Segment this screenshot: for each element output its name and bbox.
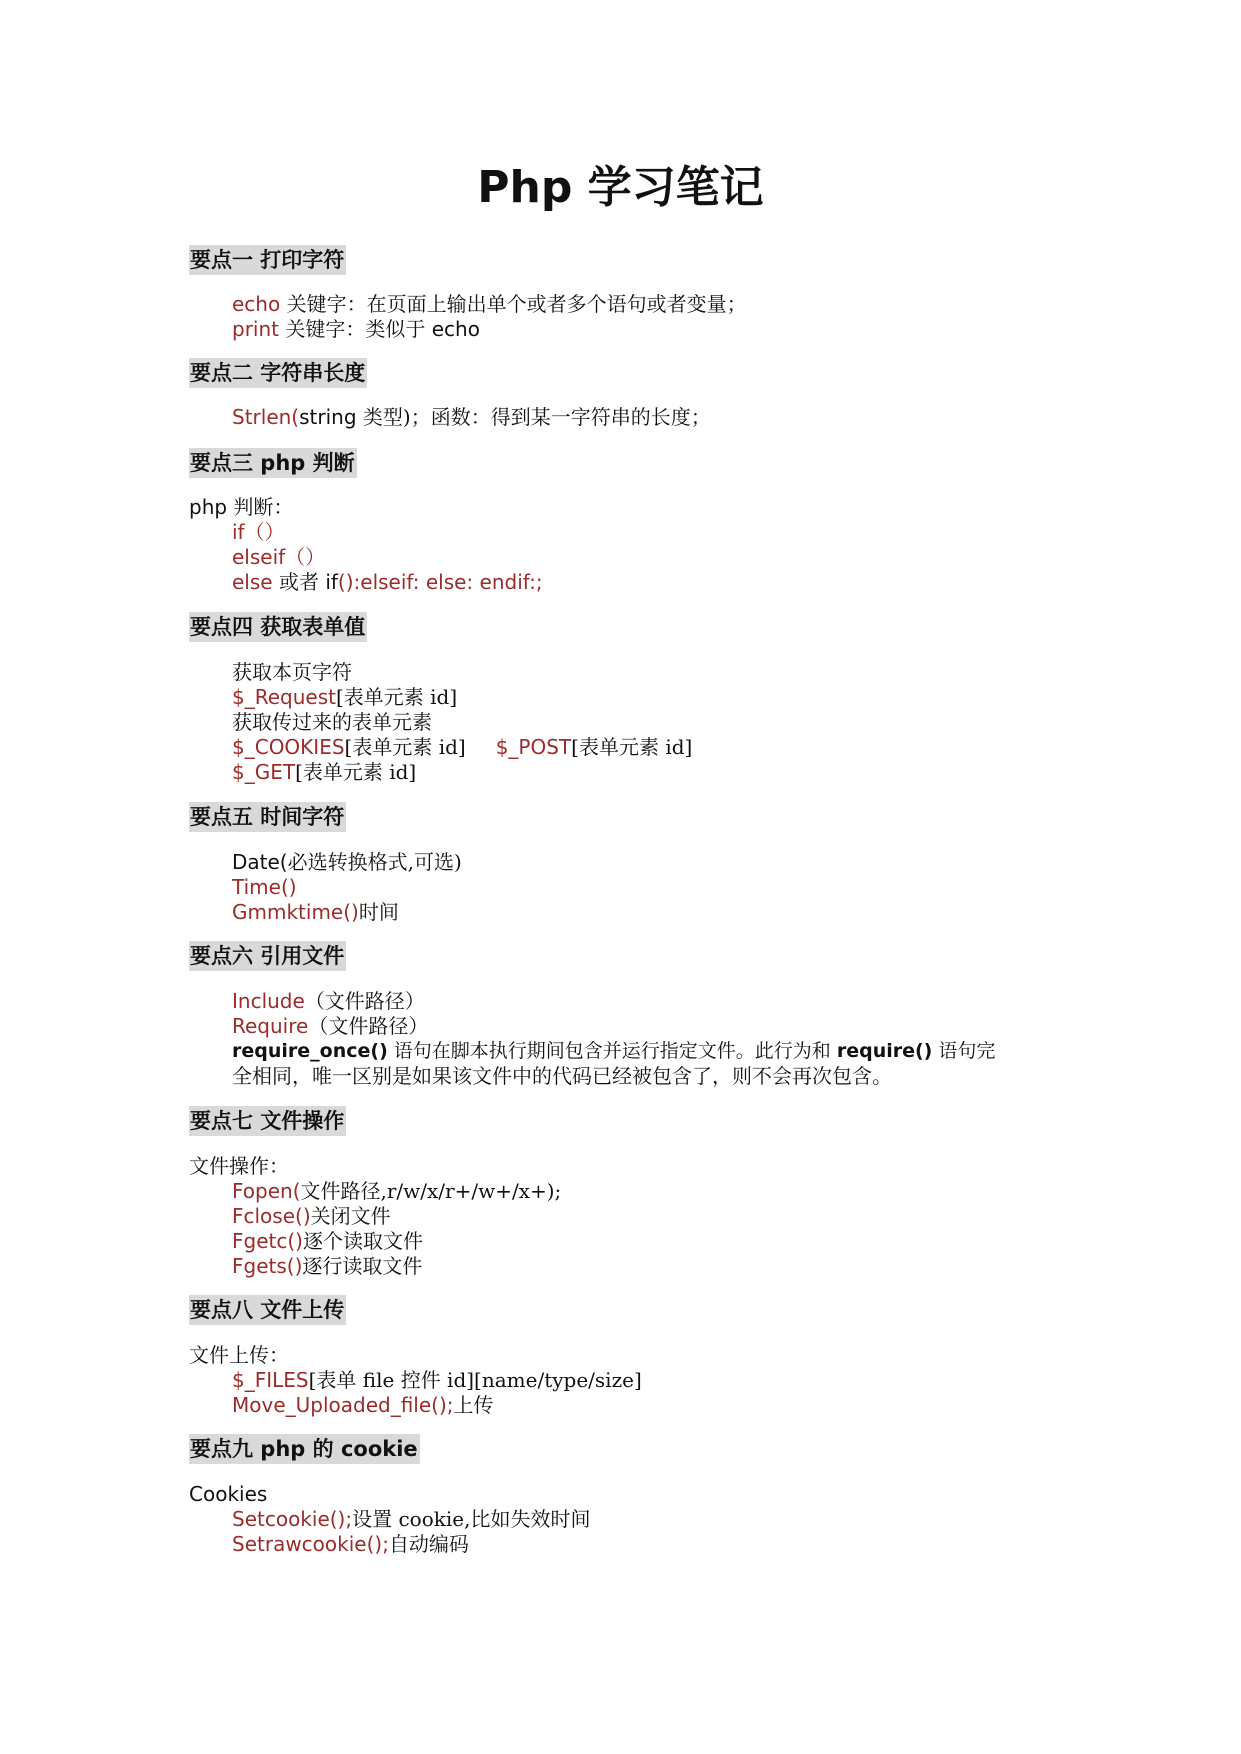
code-keyword: Require [232, 1014, 309, 1038]
line-text: （文件路径） [308, 1014, 429, 1038]
line-fclose [232, 1204, 391, 1229]
line-fopen [232, 1179, 561, 1204]
line-text: 上传 [453, 1393, 494, 1417]
line-text-en: string [299, 405, 357, 429]
code-keyword: Fopen( [232, 1179, 301, 1203]
line-require [232, 1014, 428, 1039]
line-get [232, 760, 416, 785]
line-text: [表单 file 控件 id][name/type/size] [308, 1368, 642, 1392]
code-keyword: print [232, 317, 279, 341]
line-cookies-post [232, 735, 692, 760]
line-text-en: Date( [232, 850, 288, 874]
code-keyword: ():elseif: else: endif:; [337, 570, 543, 594]
code-keyword: Setcookie(); [232, 1507, 353, 1531]
code-keyword: $_FILES [232, 1368, 309, 1392]
code-keyword: Gmmktime() [232, 900, 359, 924]
section-heading-6: 要点六 引用文件 [189, 941, 346, 971]
code-keyword: Fclose() [232, 1204, 311, 1228]
line-text-en: php [189, 495, 228, 519]
code-keyword: Move_Uploaded_file(); [232, 1393, 454, 1417]
line-gmmktime [232, 900, 399, 925]
line-text: 文件上传： [189, 1343, 289, 1367]
code-keyword: else [232, 570, 273, 594]
line-else [232, 570, 543, 595]
bold-keyword: require() [836, 1040, 933, 1062]
section-heading-4: 要点四 获取表单值 [189, 612, 367, 642]
page-title: Php 学习笔记 [477, 162, 764, 213]
line-text: 逐个读取文件 [302, 1229, 423, 1253]
line-date [232, 850, 462, 875]
line-text: 或者 [272, 570, 326, 594]
line-print [232, 317, 480, 342]
line-text: 语句完 [932, 1040, 996, 1062]
section-heading-5: 要点五 时间字符 [189, 802, 346, 832]
line-text: 自动编码 [388, 1532, 469, 1556]
code-keyword: Include [232, 989, 305, 1013]
line-text: 时间 [358, 900, 399, 924]
line-text: 设置 cookie,比如失效时间 [352, 1507, 591, 1531]
section-heading-1: 要点一 打印字符 [189, 245, 346, 275]
code-keyword: $_GET [232, 760, 296, 784]
line-elseif: elseif（） [232, 545, 326, 569]
line-text: 关闭文件 [310, 1204, 391, 1228]
line-text: 获取本页字符 [232, 660, 352, 684]
line-request [232, 685, 457, 710]
line-text: [表单元素 id] [335, 685, 458, 709]
section-heading-8: 要点八 文件上传 [189, 1295, 346, 1325]
line-files [232, 1368, 642, 1393]
code-keyword: echo [232, 292, 281, 316]
line-text: [表单元素 id] [571, 735, 693, 759]
line-if: if（） [232, 520, 285, 544]
line-echo [232, 292, 747, 317]
line-setcookie [232, 1507, 590, 1532]
section-heading-9: 要点九 php 的 cookie [189, 1434, 420, 1464]
section-heading-3: 要点三 php 判断 [189, 448, 357, 478]
line-text: [表单元素 id] [295, 760, 417, 784]
line-move-uploaded [232, 1393, 494, 1418]
line-strlen [232, 405, 711, 430]
line-text: 获取传过来的表单元素 [232, 710, 432, 734]
code-keyword: Setrawcookie(); [232, 1532, 389, 1556]
code-keyword: Strlen( [232, 405, 300, 429]
line-text: 必选转换格式,可选) [287, 850, 462, 874]
line-text: 类型)；函数：得到某一字符串的长度； [356, 405, 711, 429]
line-text: 逐行读取文件 [302, 1254, 423, 1278]
code-keyword: $_POST [495, 735, 572, 759]
line-text-en: echo [431, 317, 480, 341]
code-keyword: $_COOKIES [232, 735, 345, 759]
line-text: 文件操作： [189, 1154, 289, 1178]
line-fgetc [232, 1229, 423, 1254]
line-text: 关键字：类似于 [279, 317, 432, 341]
bold-keyword: require_once() [232, 1040, 388, 1062]
code-keyword: $_Request [232, 685, 336, 709]
line-include [232, 989, 425, 1014]
line-setrawcookie [232, 1532, 469, 1557]
line-text: 语句在脚本执行期间包含并运行指定文件。此行为和 [387, 1040, 837, 1062]
section-heading-7: 要点七 文件操作 [189, 1106, 346, 1136]
line-text: 关键字：在页面上输出单个或者多个语句或者变量； [280, 292, 747, 316]
line-php-intro [189, 495, 293, 520]
line-text-en: if [325, 570, 338, 594]
line-text: 全相同，唯一区别是如果该文件中的代码已经被包含了，则不会再次包含。 [232, 1064, 892, 1088]
code-keyword: Fgets() [232, 1254, 303, 1278]
line-fgets [232, 1254, 422, 1279]
line-text: Cookies [189, 1482, 268, 1506]
section-heading-2: 要点二 字符串长度 [189, 358, 367, 388]
code-keyword: Fgetc() [232, 1229, 303, 1253]
line-time: Time() [232, 875, 297, 899]
line-text: [表单元素 id] [344, 735, 466, 759]
line-text: 文件路径,r/w/x/r+/w+/x+); [300, 1179, 562, 1203]
line-text: （文件路径） [304, 989, 425, 1013]
line-require-once [232, 1039, 995, 1064]
line-text: 判断： [227, 495, 294, 519]
